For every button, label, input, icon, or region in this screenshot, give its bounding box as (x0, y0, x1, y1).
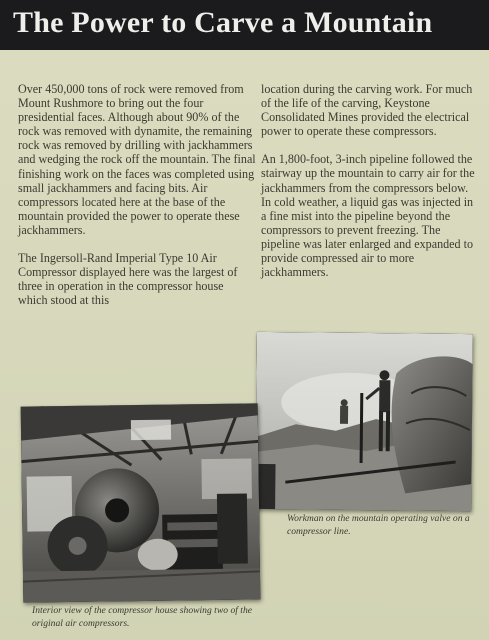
workman-photo (255, 332, 473, 511)
right-text-column (261, 82, 477, 293)
paragraph-rock-removal: Over 450,000 tons of rock were removed from Mount Rushmore to bring out the four presidential faces. Although about 90% of the rock was removed with dynamite, the remaining rock was removed by drilling with jackhammers and wedging the rock off the mountain. The final finishing work on the faces was completed using small jackhammers and facing bits. Air compressors located here at the base of the mountain provided the power to operate these jackhammers. (18, 82, 256, 237)
compressor-house-photo (21, 403, 261, 602)
title-banner (0, 0, 489, 50)
paragraph-compressor-intro: The Ingersoll-Rand Imperial Type 10 Air Compressor displayed here was the largest of three in operation in the compressor house which stood at this (18, 251, 238, 308)
paragraph-pipeline: An 1,800-foot, 3-inch pipeline followed the stairway up the mountain to carry air for the jackhammers from the compressors below. In cold weather, a liquid gas was injected in a fine mist into the pipeline beyond the compressors to prevent freezing. The pipeline was later enlarged and expanded to provide compressed air to more jackhammers. (261, 152, 475, 280)
page-title: The Power to Carve a Mountain (13, 6, 433, 39)
left-text-column (18, 82, 256, 321)
workman-photo-caption: Workman on the mountain operating valve on a compressor line. (287, 513, 470, 537)
workman-photo-image (255, 332, 473, 511)
compressor-house-photo-image (21, 403, 261, 602)
paragraph-electrical-power: location during the carving work. For much of the life of the carving, Keystone Consolidated Mines provided the electrical power to operate these compressors. (261, 82, 473, 139)
compressor-house-photo-caption: Interior view of the compressor house showing two of the original air compressors. (32, 605, 253, 629)
